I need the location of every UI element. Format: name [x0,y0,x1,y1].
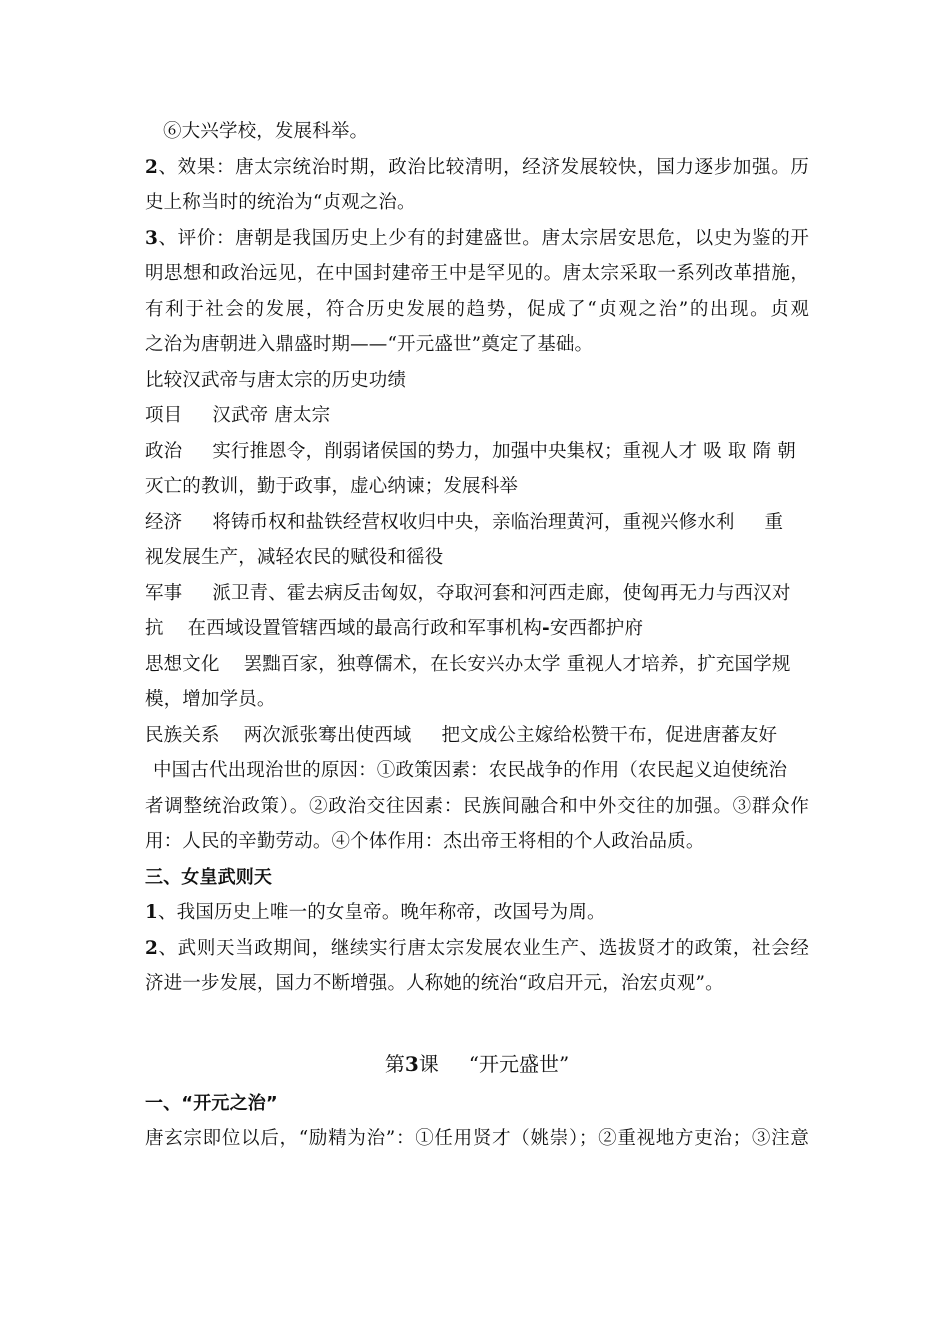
section-heading [145,1086,809,1122]
dash: - [542,618,550,639]
text-line [145,611,809,647]
item-number: 2 [145,156,159,178]
text: 有利于社会的发展，符合历史发展的趋势，促成了“贞观之治”的出现。贞观 [145,298,809,320]
text: 济进一步发展，国力不断增强。人称她的统治“政启开元，治宏贞观”。 [145,973,724,994]
comparison-row [145,434,809,470]
text: 者调整统治政策）。②政治交往因素：民族间融合和中外交往的加强。③群众作 [145,795,809,817]
text: 视发展生产，减轻农民的赋役和徭役 [145,547,444,568]
text-line [145,469,809,505]
text: 模，增加学员。 [145,689,276,710]
text: 把文成公主嫁给松赞干布，促进唐蕃友好 [441,724,778,746]
text: 安西都护府 [549,618,644,639]
text: 比较汉武帝与唐太宗的历史功绩 [145,369,407,391]
text: 、我国历史上唯一的女皇帝。晚年称帝，改国号为周。 [158,902,606,923]
text: 重 [764,511,784,533]
text: 两次派张骞出使西域 [243,724,412,746]
text: 抗 [145,618,164,639]
text-line [145,185,809,221]
comparison-row [145,576,809,612]
row-label: 经济 [145,511,183,533]
text-line [145,895,809,931]
column-label: 项目 [145,405,183,426]
row-label: 民族关系 [145,724,220,746]
text: ⑥大兴学校，发展科举。 [163,121,369,142]
comparison-row [145,505,809,541]
text-line [145,150,809,186]
text: 史上称当时的统治为“贞观之治。 [145,192,416,213]
column-label: 汉武帝 唐太宗 [212,405,331,426]
section-heading [145,860,809,896]
text-line [145,363,809,399]
text-line [145,256,809,292]
lesson-suffix: 课 [418,1051,439,1076]
text-line [145,221,809,257]
text: 罢黜百家，独尊儒术，在长安兴办太学 重视人才培养，扩充国学规 [243,653,791,675]
comparison-row [145,647,809,683]
text: 将铸币权和盐铁经营权收归中央，亲临治理黄河，重视兴修水利 [212,511,735,533]
lesson-title [145,1044,809,1084]
item-number: 3 [145,227,159,249]
text: 之治为唐朝进入鼎盛时期——“开元盛世”奠定了基础。 [145,334,594,355]
text-line [145,789,809,825]
heading-text: 三、女皇武则天 [145,866,273,888]
text: 唐玄宗即位以后，“励精为治”：①任用贤才（姚崇）；②重视地方吏治；③注意 [145,1128,809,1149]
text-line [145,824,809,860]
text: 派卫青、霍去病反击匈奴，夺取河套和河西走廊，使匈再无力与西汉对 [212,582,791,604]
text-line [145,931,809,967]
text-line [145,1121,809,1157]
heading-text: 一、“开元之治” [145,1092,278,1114]
text-line [145,292,809,328]
text: 用：人民的辛勤劳动。④个体作用：杰出帝王将相的个人政治品质。 [145,831,705,852]
text-line [145,540,809,576]
comparison-row [145,718,809,754]
text: 实行推恩令，削弱诸侯国的势力，加强中央集权；重视人才 吸 取 隋 朝 [212,440,796,462]
row-label: 政治 [145,440,183,462]
text: 中国古代出现治世的原因：①政策因素：农民战争的作用（农民起义迫使统治 [153,760,788,781]
text-line [145,753,809,789]
item-number: 1 [145,902,159,923]
text-line [145,327,809,363]
document-page [145,114,809,1157]
text: 明思想和政治远见，在中国封建帝王中是罕见的。唐太宗采取一系列改革措施， [145,263,809,284]
item-number: 2 [145,937,159,959]
text: 、效果：唐太宗统治时期，政治比较清明，经济发展较快，国力逐步加强。历 [158,156,809,178]
lesson-number: 3 [404,1051,419,1076]
text: 、评价：唐朝是我国历史上少有的封建盛世。唐太宗居安思危，以史为鉴的开 [158,227,809,249]
text-line [145,966,809,1002]
text-line [145,114,809,150]
text: 灭亡的教训，勤于政事，虚心纳谏；发展科举 [145,476,519,497]
text: 在西域设置管辖西域的最高行政和军事机构 [187,618,543,639]
text: 、武则天当政期间，继续实行唐太宗发展农业生产、选拔贤才的政策，社会经 [158,937,809,959]
comparison-header [145,398,809,434]
lesson-prefix: 第 [384,1051,405,1076]
row-label: 军事 [145,582,183,604]
lesson-name: “开元盛世” [468,1051,570,1076]
row-label: 思想文化 [145,653,220,675]
text-line [145,682,809,718]
